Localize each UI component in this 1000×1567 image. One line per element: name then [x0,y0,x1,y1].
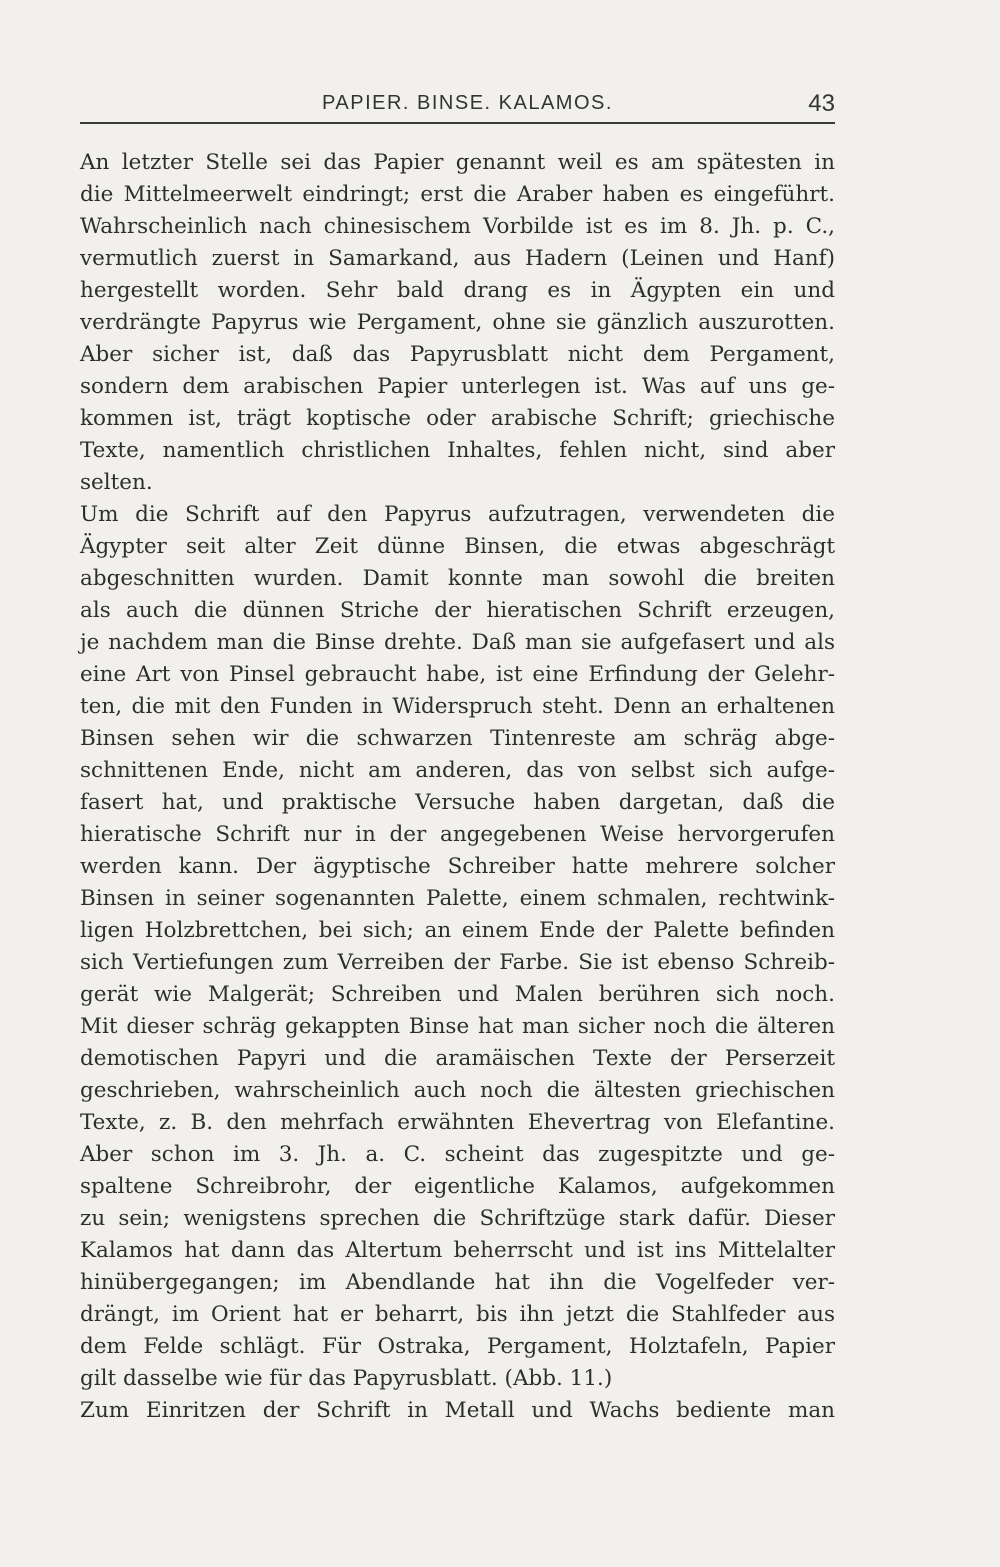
text-line: eine Art von Pinsel gebraucht habe, ist eine Erfindung der Gelehr- [80,662,835,687]
text-line: Ägypter seit alter Zeit dünne Binsen, die etwas abgeschrägt [80,534,835,559]
text-line: ten, die mit den Funden in Widerspruch steht. Denn an erhaltenen [80,694,835,719]
text-line: je nachdem man die Binse drehte. Daß man sie aufgefasert und als [80,630,835,655]
text-line: gilt dasselbe wie für das Papyrusblatt. (Abb. 11.) [80,1366,613,1391]
text-line: fasert hat, und praktische Versuche haben dargetan, daß die [80,790,835,815]
text-line: Kalamos hat dann das Altertum beherrscht und ist ins Mittelalter [80,1238,835,1263]
text-line: kommen ist, trägt koptische oder arabische Schrift; griechische [80,406,835,431]
text-line: Aber schon im 3. Jh. a. C. scheint das zugespitzte und ge- [80,1142,835,1167]
text-line: gerät wie Malgerät; Schreiben und Malen berühren sich noch. [80,982,835,1007]
text-line: schnittenen Ende, nicht am anderen, das von selbst sich aufge- [80,758,835,783]
text-line: drängt, im Orient hat er beharrt, bis ihn jetzt die Stahlfeder aus [80,1302,835,1327]
text-line: Texte, z. B. den mehrfach erwähnten Ehevertrag von Elefantine. [80,1110,835,1135]
text-line: Mit dieser schräg gekappten Binse hat man sicher noch die älteren [80,1014,835,1039]
text-line: hergestellt worden. Sehr bald drang es in Ägypten ein und [80,278,835,303]
text-line: Binsen sehen wir die schwarzen Tintenreste am schräg abge- [80,726,835,751]
text-line: ligen Holzbrettchen, bei sich; an einem Ende der Palette befinden [80,918,835,943]
text-line: Aber sicher ist, daß das Papyrusblatt nicht dem Pergament, [80,342,835,367]
text-line: demotischen Papyri und die aramäischen Texte der Perserzeit [80,1046,835,1071]
text-line: dem Felde schlägt. Für Ostraka, Pergament, Holztafeln, Papier [80,1334,835,1359]
text-line: verdrängte Papyrus wie Pergament, ohne sie gänzlich auszurotten. [80,310,835,335]
running-title: PAPIER. BINSE. KALAMOS. [322,92,613,114]
text-line: Binsen in seiner sogenannten Palette, einem schmalen, rechtwink- [80,886,835,911]
text-line: hieratische Schrift nur in der angegebenen Weise hervorgerufen [80,822,835,847]
text-line: Zum Einritzen der Schrift in Metall und Wachs bediente man [80,1398,835,1423]
text-line: sondern dem arabischen Papier unterlegen ist. Was auf uns ge- [80,374,835,399]
text-line: selten. [80,470,153,495]
text-line: hinübergegangen; im Abendlande hat ihn die Vogelfeder ver- [80,1270,835,1295]
page-number: 43 [808,90,835,117]
text-line: abgeschnitten wurden. Damit konnte man sowohl die breiten [80,566,835,591]
text-line: vermutlich zuerst in Samarkand, aus Hadern (Leinen und Hanf) [80,246,835,271]
body-text [80,147,835,1427]
text-line: geschrieben, wahrscheinlich auch noch die ältesten griechischen [80,1078,835,1103]
text-line: Wahrscheinlich nach chinesischem Vorbilde ist es im 8. Jh. p. C., [80,214,835,239]
text-line: als auch die dünnen Striche der hieratischen Schrift erzeugen, [80,598,835,623]
header-rule [80,122,835,124]
text-line: spaltene Schreibrohr, der eigentliche Kalamos, aufgekommen [80,1174,835,1199]
text-line: An letzter Stelle sei das Papier genannt weil es am spätesten in [80,150,835,175]
text-line: werden kann. Der ägyptische Schreiber hatte mehrere solcher [80,854,835,879]
text-line: Um die Schrift auf den Papyrus aufzutragen, verwendeten die [80,502,835,527]
text-line: die Mittelmeerwelt eindringt; erst die Araber haben es eingeführt. [80,182,835,207]
text-line: sich Vertiefungen zum Verreiben der Farbe. Sie ist ebenso Schreib- [80,950,835,975]
text-line: zu sein; wenigstens sprechen die Schriftzüge stark dafür. Dieser [80,1206,835,1231]
running-head [80,90,835,120]
text-line: Texte, namentlich christlichen Inhaltes, fehlen nicht, sind aber [80,438,835,463]
